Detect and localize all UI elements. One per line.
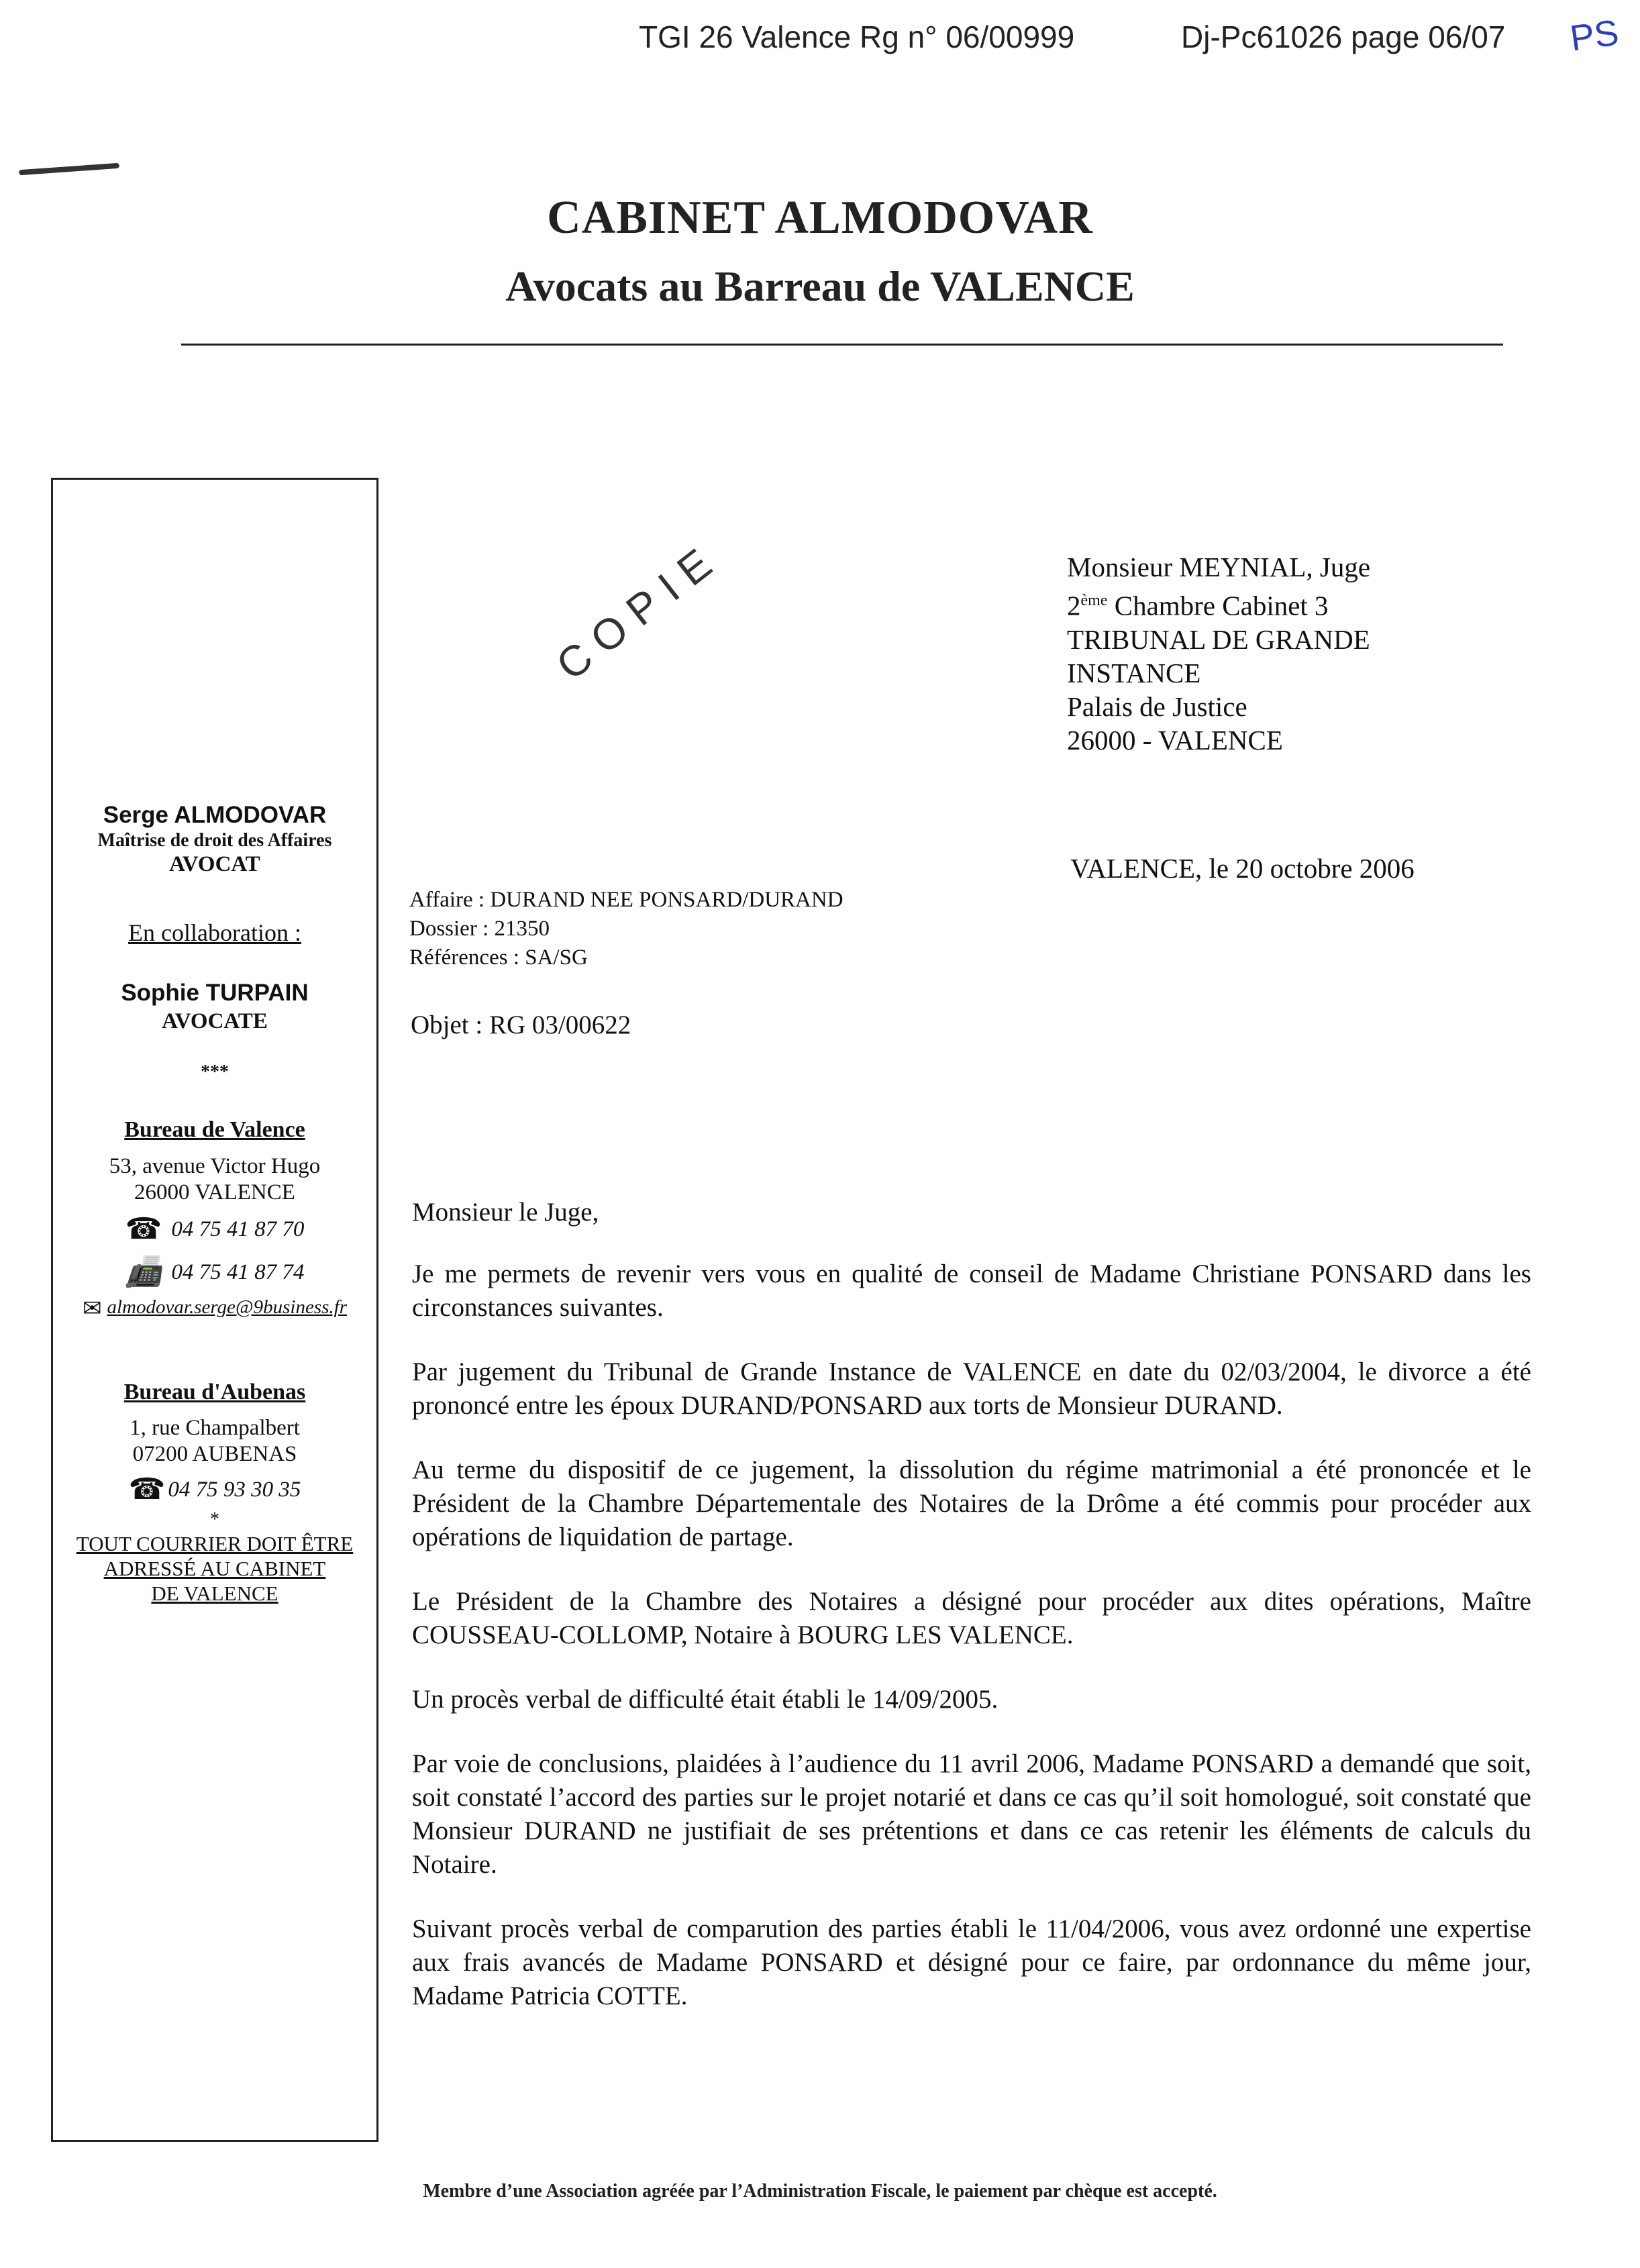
lawyer-degree: Maîtrise de droit des Affaires xyxy=(97,830,332,851)
body-paragraph: Je me permets de revenir vers vous en qualité de conseil de Madame Christiane PONSARD dans les circonstances suivantes. xyxy=(412,1259,1531,1322)
pen-stroke-mark xyxy=(19,163,119,175)
copy-stamp: COPIE xyxy=(547,531,730,690)
envelope-icon: ✉ xyxy=(83,1295,102,1322)
body-paragraph: Par jugement du Tribunal de Grande Instance de VALENCE en date du 02/03/2004, le divorce a été prononcé entre les époux DURAND/PONSARD aux torts de Monsieur DURAND. xyxy=(412,1357,1531,1420)
aubenas-city: 07200 AUBENAS xyxy=(132,1442,297,1466)
recipient-line-2: 2ème Chambre Cabinet 3 xyxy=(1067,590,1329,621)
aubenas-phone: 04 75 93 30 35 xyxy=(168,1478,301,1502)
body-paragraph: Le Président de la Chambre des Notaires a désigné pour procéder aux dites opérations, Maître COUSSEAU-COLLOMP, Notaire à BOURG LES VALENCE. xyxy=(412,1587,1531,1649)
valence-fax-row xyxy=(51,1255,378,1289)
valence-office-heading: Bureau de Valence xyxy=(124,1117,305,1142)
reference-dossier: Dossier : 21350 xyxy=(409,917,550,941)
valence-email[interactable]: almodovar.serge@9business.fr xyxy=(107,1296,347,1318)
letter-subject: Objet : RG 03/00622 xyxy=(411,1011,631,1039)
aubenas-office-heading: Bureau d'Aubenas xyxy=(123,1380,306,1404)
valence-email-row xyxy=(51,1294,378,1322)
fax-header-right: Dj-Pc61026 page 06/07 xyxy=(1181,19,1506,54)
lawyer-title: AVOCAT xyxy=(169,852,260,876)
recipient-address xyxy=(1067,550,1370,757)
handwritten-initials: PS xyxy=(1568,12,1621,59)
valence-phone: 04 75 41 87 70 xyxy=(171,1217,305,1241)
mail-notice-line-3: DE VALENCE xyxy=(151,1582,278,1605)
letter-body xyxy=(412,1196,1531,2044)
valence-street: 53, avenue Victor Hugo xyxy=(109,1154,321,1178)
mail-notice-line-1: TOUT COURRIER DOIT ÊTRE xyxy=(76,1532,354,1555)
recipient-line-6: 26000 - VALENCE xyxy=(1067,724,1283,756)
valence-city: 26000 VALENCE xyxy=(134,1180,295,1204)
reference-refs: Références : SA/SG xyxy=(409,945,588,970)
body-paragraph: Par voie de conclusions, plaidées à l’audience du 11 avril 2006, Madame PONSARD a demandé que soit, soit constaté l’accord des parties sur le projet notarié et dans ce cas qu’il soit homologué, soit constaté que Monsieur DURAND ne justifiait de ses prétentions et dans ce cas retenir les éléments de calculs du Notaire. xyxy=(412,1749,1531,1879)
aubenas-street: 1, rue Champalbert xyxy=(130,1416,300,1440)
body-paragraph: Suivant procès verbal de comparution des parties établi le 11/04/2006, vous avez ordonné une expertise aux frais avancés de Madame PONSARD et désigné pour ce faire, par ordonnance du même jour, Madame Patricia COTTE. xyxy=(412,1914,1531,2010)
fax-icon: 📠 xyxy=(125,1255,162,1289)
recipient-line-5: Palais de Justice xyxy=(1067,690,1247,722)
body-paragraph: Au terme du dispositif de ce jugement, la dissolution du régime matrimonial a été prononcée et le Président de la Chambre Départementale des Notaires de la Drôme a été commis pour procéder aux opérations de liquidation de partage. xyxy=(412,1455,1531,1551)
footer-notice: Membre d’une Association agréée par l’Administration Fiscale, le paiement par chèque est accepté. xyxy=(423,2181,1217,2202)
recipient-line-1: Monsieur MEYNIAL, Juge xyxy=(1067,552,1371,582)
letter-date: VALENCE, le 20 octobre 2006 xyxy=(1070,853,1415,884)
firm-name: CABINET ALMODOVAR xyxy=(547,192,1093,244)
header-rule xyxy=(181,344,1503,346)
telephone-icon: ☎ xyxy=(125,1212,162,1246)
telephone-icon: ☎ xyxy=(128,1472,166,1506)
valence-phone-row xyxy=(51,1212,378,1246)
collaboration-label: En collaboration : xyxy=(128,919,301,946)
firm-subtitle: Avocats au Barreau de VALENCE xyxy=(505,262,1135,310)
reference-affaire: Affaire : DURAND NEE PONSARD/DURAND xyxy=(409,888,843,912)
body-paragraph: Un procès verbal de difficulté était établi le 14/09/2005. xyxy=(412,1685,998,1714)
separator-stars: *** xyxy=(201,1062,229,1082)
collaborator-title: AVOCATE xyxy=(162,1009,268,1033)
salutation: Monsieur le Juge, xyxy=(412,1198,599,1227)
lawyer-name: Serge ALMODOVAR xyxy=(103,802,327,828)
recipient-line-4: INSTANCE xyxy=(1067,657,1201,688)
fax-header-left: TGI 26 Valence Rg n° 06/00999 xyxy=(639,19,1075,54)
valence-fax: 04 75 41 87 74 xyxy=(171,1260,305,1284)
aubenas-phone-row xyxy=(51,1472,378,1506)
separator-star: * xyxy=(210,1509,219,1530)
mail-notice-line-2: ADRESSÉ AU CABINET xyxy=(103,1557,326,1580)
case-references xyxy=(409,886,843,972)
recipient-line-3: TRIBUNAL DE GRANDE xyxy=(1067,623,1370,655)
collaborator-name: Sophie TURPAIN xyxy=(121,980,309,1006)
